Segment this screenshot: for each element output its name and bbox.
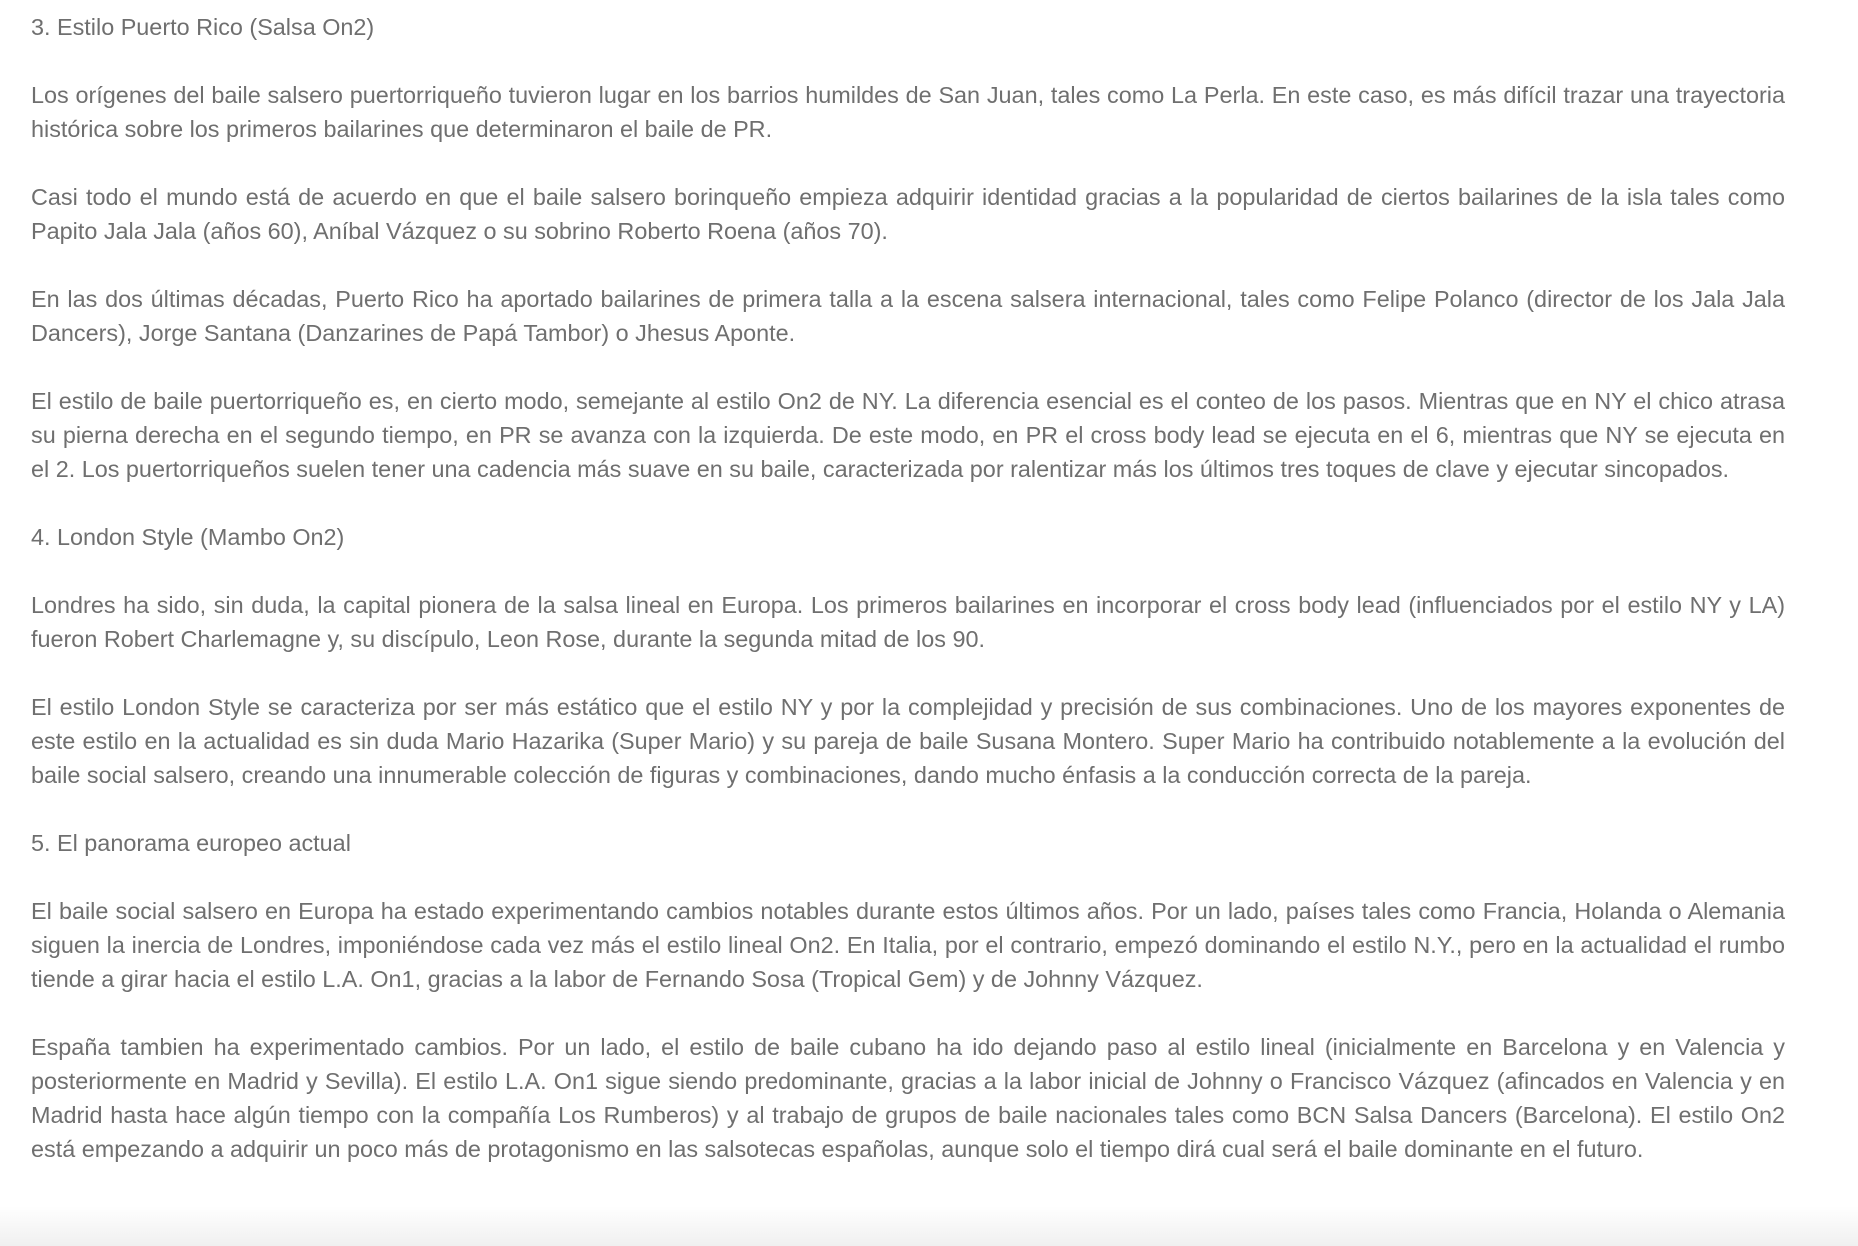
article-body [31,10,1785,1166]
paragraph: Londres ha sido, sin duda, la capital pionera de la salsa lineal en Europa. Los primeros bailarines en incorporar el cross body lead (influenciados por el estilo NY y LA) fueron Robert Charlemagne y, su discípulo, Leon Rose, durante la segunda mitad de los 90. [31,592,1785,652]
paragraph: El estilo London Style se caracteriza por ser más estático que el estilo NY y por la complejidad y precisión de sus combinaciones. Uno de los mayores exponentes de este estilo en la actualidad es sin duda Mario Hazarika (Super Mario) y su pareja de baile Susana Montero. Super Mario ha contribuido notablemente a la evolución del baile social salsero, creando una innumerable colección de figuras y combinaciones, dando mucho énfasis a la conducción correcta de la pareja. [31,694,1785,788]
section-heading-panorama-europeo: 5. El panorama europeo actual [31,830,351,856]
section-heading-london-style: 4. London Style (Mambo On2) [31,524,345,550]
paragraph: Casi todo el mundo está de acuerdo en que el baile salsero borinqueño empieza adquirir identidad gracias a la popularidad de ciertos bailarines de la isla tales como Papito Jala Jala (años 60), Aníbal Vázquez o su sobrino Roberto Roena (años 70). [31,184,1785,244]
paragraph: España tambien ha experimentado cambios. Por un lado, el estilo de baile cubano ha ido dejando paso al estilo lineal (inicialmente en Barcelona y en Valencia y posteriormente en Madrid y Sevilla). El estilo L.A. On1 sigue siendo predominante, gracias a la labor inicial de Johnny o Francisco Vázquez (afincados en Valencia y en Madrid hasta hace algún tiempo con la compañía Los Rumberos) y al trabajo de grupos de baile nacionales tales como BCN Salsa Dancers (Barcelona). El estilo On2 está empezando a adquirir un poco más de protagonismo en las salsotecas españolas, aunque solo el tiempo dirá cual será el baile dominante en el futuro. [31,1034,1785,1162]
paragraph: El estilo de baile puertorriqueño es, en cierto modo, semejante al estilo On2 de NY. La diferencia esencial es el conteo de los pasos. Mientras que en NY el chico atrasa su pierna derecha en el segundo tiempo, en PR se avanza con la izquierda. De este modo, en PR el cross body lead se ejecuta en el 6, mientras que NY se ejecuta en el 2. Los puertorriqueños suelen tener una cadencia más suave en su baile, caracterizada por ralentizar más los últimos tres toques de clave y ejecutar sincopados. [31,388,1785,482]
paragraph: Los orígenes del baile salsero puertorriqueño tuvieron lugar en los barrios humildes de San Juan, tales como La Perla. En este caso, es más difícil trazar una trayectoria histórica sobre los primeros bailarines que determinaron el baile de PR. [31,82,1785,142]
section-heading-puerto-rico: 3. Estilo Puerto Rico (Salsa On2) [31,14,375,40]
bottom-fade [0,1206,1858,1246]
paragraph: El baile social salsero en Europa ha estado experimentando cambios notables durante estos últimos años. Por un lado, países tales como Francia, Holanda o Alemania siguen la inercia de Londres, imponiéndose cada vez más el estilo lineal On2. En Italia, por el contrario, empezó dominando el estilo N.Y., pero en la actualidad el rumbo tiende a girar hacia el estilo L.A. On1, gracias a la labor de Fernando Sosa (Tropical Gem) y de Johnny Vázquez. [31,898,1785,992]
paragraph: En las dos últimas décadas, Puerto Rico ha aportado bailarines de primera talla a la escena salsera internacional, tales como Felipe Polanco (director de los Jala Jala Dancers), Jorge Santana (Danzarines de Papá Tambor) o Jhesus Aponte. [31,286,1785,346]
